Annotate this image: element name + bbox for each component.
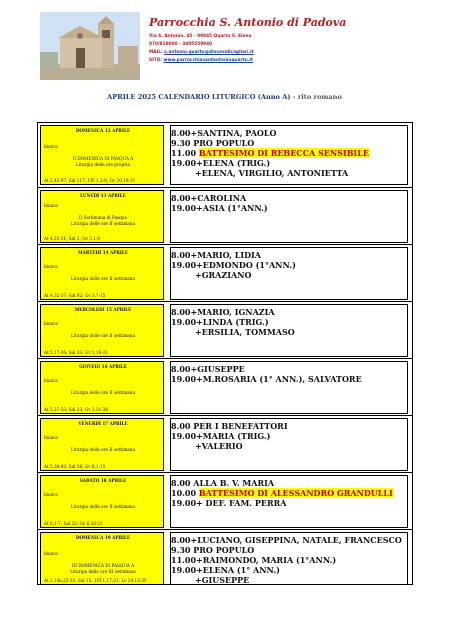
readings: At 2,42-47; Sal 117; 1Pt 1,3-9; Gv 20,19-31 [44,178,136,183]
mass-intention: 11.00+RAIMONDO, MARIA (1°ANN.) [171,555,337,565]
rite-text: - rito romano [290,93,342,101]
day-row [38,415,412,472]
day-row [38,123,412,187]
day-label: VENERDÌ 17 APRILE [78,421,128,426]
mass-intentions-cell [170,361,408,414]
mass-intention: 19.00+ELENA (TRIG.) [171,158,271,168]
liturgy-note: Liturgia delle ore II settimana [71,221,135,226]
parish-address: Via S. Antonio, 45 - 09045 Quartu S. Elena [149,34,252,39]
liturgy-note: Liturgia delle ore II settimana [71,333,135,338]
day-info-cell [40,361,164,414]
mass-intentions-cell [170,475,408,528]
liturgical-color: bianco [44,144,59,149]
liturgical-color: bianco [44,378,59,383]
calendar-title-text: APRILE 2025 CALENDARIO LITURGICO (Anno A) [107,93,291,101]
mail-link[interactable]: s.antonio.quartu@diocesidicagliari.it [164,50,254,55]
mass-time: 11.00 [171,148,199,158]
day-row [38,472,412,529]
day-label: MARTEDÌ 14 APRILE [78,250,128,255]
mass-intention: 19.00+MARIA (TRIG.) [171,431,271,441]
mass-intention: 8.00+LUCIANO, GISEPPINA, NATALE, FRANCESCO [171,535,402,545]
day-row [38,529,412,586]
day-info-cell [40,125,164,185]
liturgical-color: bianco [44,551,59,556]
day-row [38,301,412,358]
mass-intention: +GIUSEPPE [195,575,250,585]
liturgical-color: bianco [44,264,59,269]
day-row [38,358,412,415]
day-label: GIOVEDÌ 16 APRILE [79,364,127,369]
mass-intention: 8.00 PER I BENEFATTORI [171,421,288,431]
mass-intentions-cell [170,418,408,471]
parish-mail-row [149,50,254,55]
parish-site-row [149,58,253,63]
readings: At 5,17-26; Sal 33; Gv 3,16-21 [44,350,108,355]
parish-title: Parrocchia S. Antonio di Padova [149,16,347,29]
liturgical-color: bianco [44,492,59,497]
liturgy-note: II DOMENICA DI PASQUA A [72,156,134,161]
day-label: DOMENICA 19 APRILE [75,535,131,540]
liturgy-note: Liturgia delle ore propria [75,162,131,167]
parish-phone: 070/810000 - 3405559940 [149,42,213,47]
readings: At 4,23-31; Sal 2; Gv 3,1-8 [44,236,100,241]
mass-intention [171,148,407,158]
mass-intention: 19.00+ASIA (1°ANN.) [171,203,268,213]
mail-label: MAIL: [149,50,163,55]
day-label: LUNEDÌ 13 APRILE [80,193,126,198]
calendar-title [0,93,449,101]
mass-intention [171,488,407,498]
mass-intention: 8.00+SANTINA, PAOLO [171,128,277,138]
mass-intention: 19.00+EDMONDO (1°ANN.) [171,260,296,270]
readings: At 5,34-42; Sal 26; Gv 6,1-15 [44,464,106,469]
liturgy-note: Liturgia delle ore II settimana [71,504,135,509]
mass-intentions-cell [170,247,408,300]
liturgy-note: III DOMENICA DI PASQUA A [71,563,135,568]
mass-intention: 19.00+M.ROSARIA (1° ANN.), SALVATORE [171,374,362,384]
mass-intentions-cell [170,304,408,357]
mass-intention: 8.00+MARIO, IGNAZIA [171,307,275,317]
baptism-highlight: BATTESIMO DI ALESSANDRO GRANDULLI [198,488,393,498]
mass-intention: +ERSILIA, TOMMASO [195,327,295,337]
mass-time: 10.00 [171,488,199,498]
day-label: DOMENICA 12 APRILE [75,128,131,133]
readings: At 5,27-33; Sal 33; Gv 3,31-36 [44,407,108,412]
day-info-cell [40,304,164,357]
mass-intention: 9.30 PRO POPULO [171,138,255,148]
liturgical-color: bianco [44,203,59,208]
liturgy-note: Liturgia delle ore II settimana [71,390,135,395]
mass-intention: 19.00+LINDA (TRIG.) [171,317,269,327]
mass-intention: 8.00+CAROLINA [171,193,247,203]
parish-header [40,12,420,80]
day-info-cell [40,532,164,585]
calendar-table [37,122,413,585]
baptism-highlight: BATTESIMO DI REBECCA SENSIBILE [198,148,369,158]
liturgy-note: Liturgia delle ore II settimana [71,447,135,452]
church-photo [40,12,140,80]
liturgy-note: Liturgia delle ore III settimana [70,569,136,574]
site-link[interactable]: www.parrocchiasantantonioquartu.it [163,58,253,63]
liturgy-note: Liturgia delle ore II settimana [71,276,135,281]
mass-intention: 9.30 PRO POPULO [171,545,255,555]
mass-intention: 19.00+ DEF. FAM. PERRA [171,498,287,508]
readings: At 2,14a.22-33; Sal 15; 1Pt 1,17-21; Lc 24,13-35 [44,578,147,583]
day-label: SABATO 18 APRILE [79,478,127,483]
mass-intention: +ELENA, VIRGILIO, ANTONIETTA [195,168,349,178]
mass-intention: 8.00+GIUSEPPE [171,364,245,374]
site-label: SITO: [149,58,162,63]
mass-intention: 8.00 ALLA B. V. MARIA [171,478,275,488]
liturgical-color: bianco [44,321,59,326]
mass-intention: +VALERIO [195,441,243,451]
mass-intentions-cell [170,190,408,243]
day-info-cell [40,190,164,243]
mass-intention: 19.00+ELENA (1° ANN.) [171,565,280,575]
mass-intention: 8.00+MARIO, LIDIA [171,250,261,260]
day-row [38,187,412,244]
day-row [38,244,412,301]
readings: At 4,32-37; Sal 92; Gv 3,7-15 [44,293,106,298]
mass-intentions-cell [170,532,408,585]
mass-intention: +GRAZIANO [195,270,252,280]
day-label: MERCOLEDÌ 15 APRILE [74,307,132,312]
liturgical-color: bianco [44,435,59,440]
mass-intentions-cell [170,125,408,185]
day-info-cell [40,418,164,471]
liturgy-note: II Settimana di Pasqua [78,215,128,220]
readings: At 6,1-7; Sal 32; Gv 6,16-21 [44,521,103,526]
day-info-cell [40,475,164,528]
day-info-cell [40,247,164,300]
